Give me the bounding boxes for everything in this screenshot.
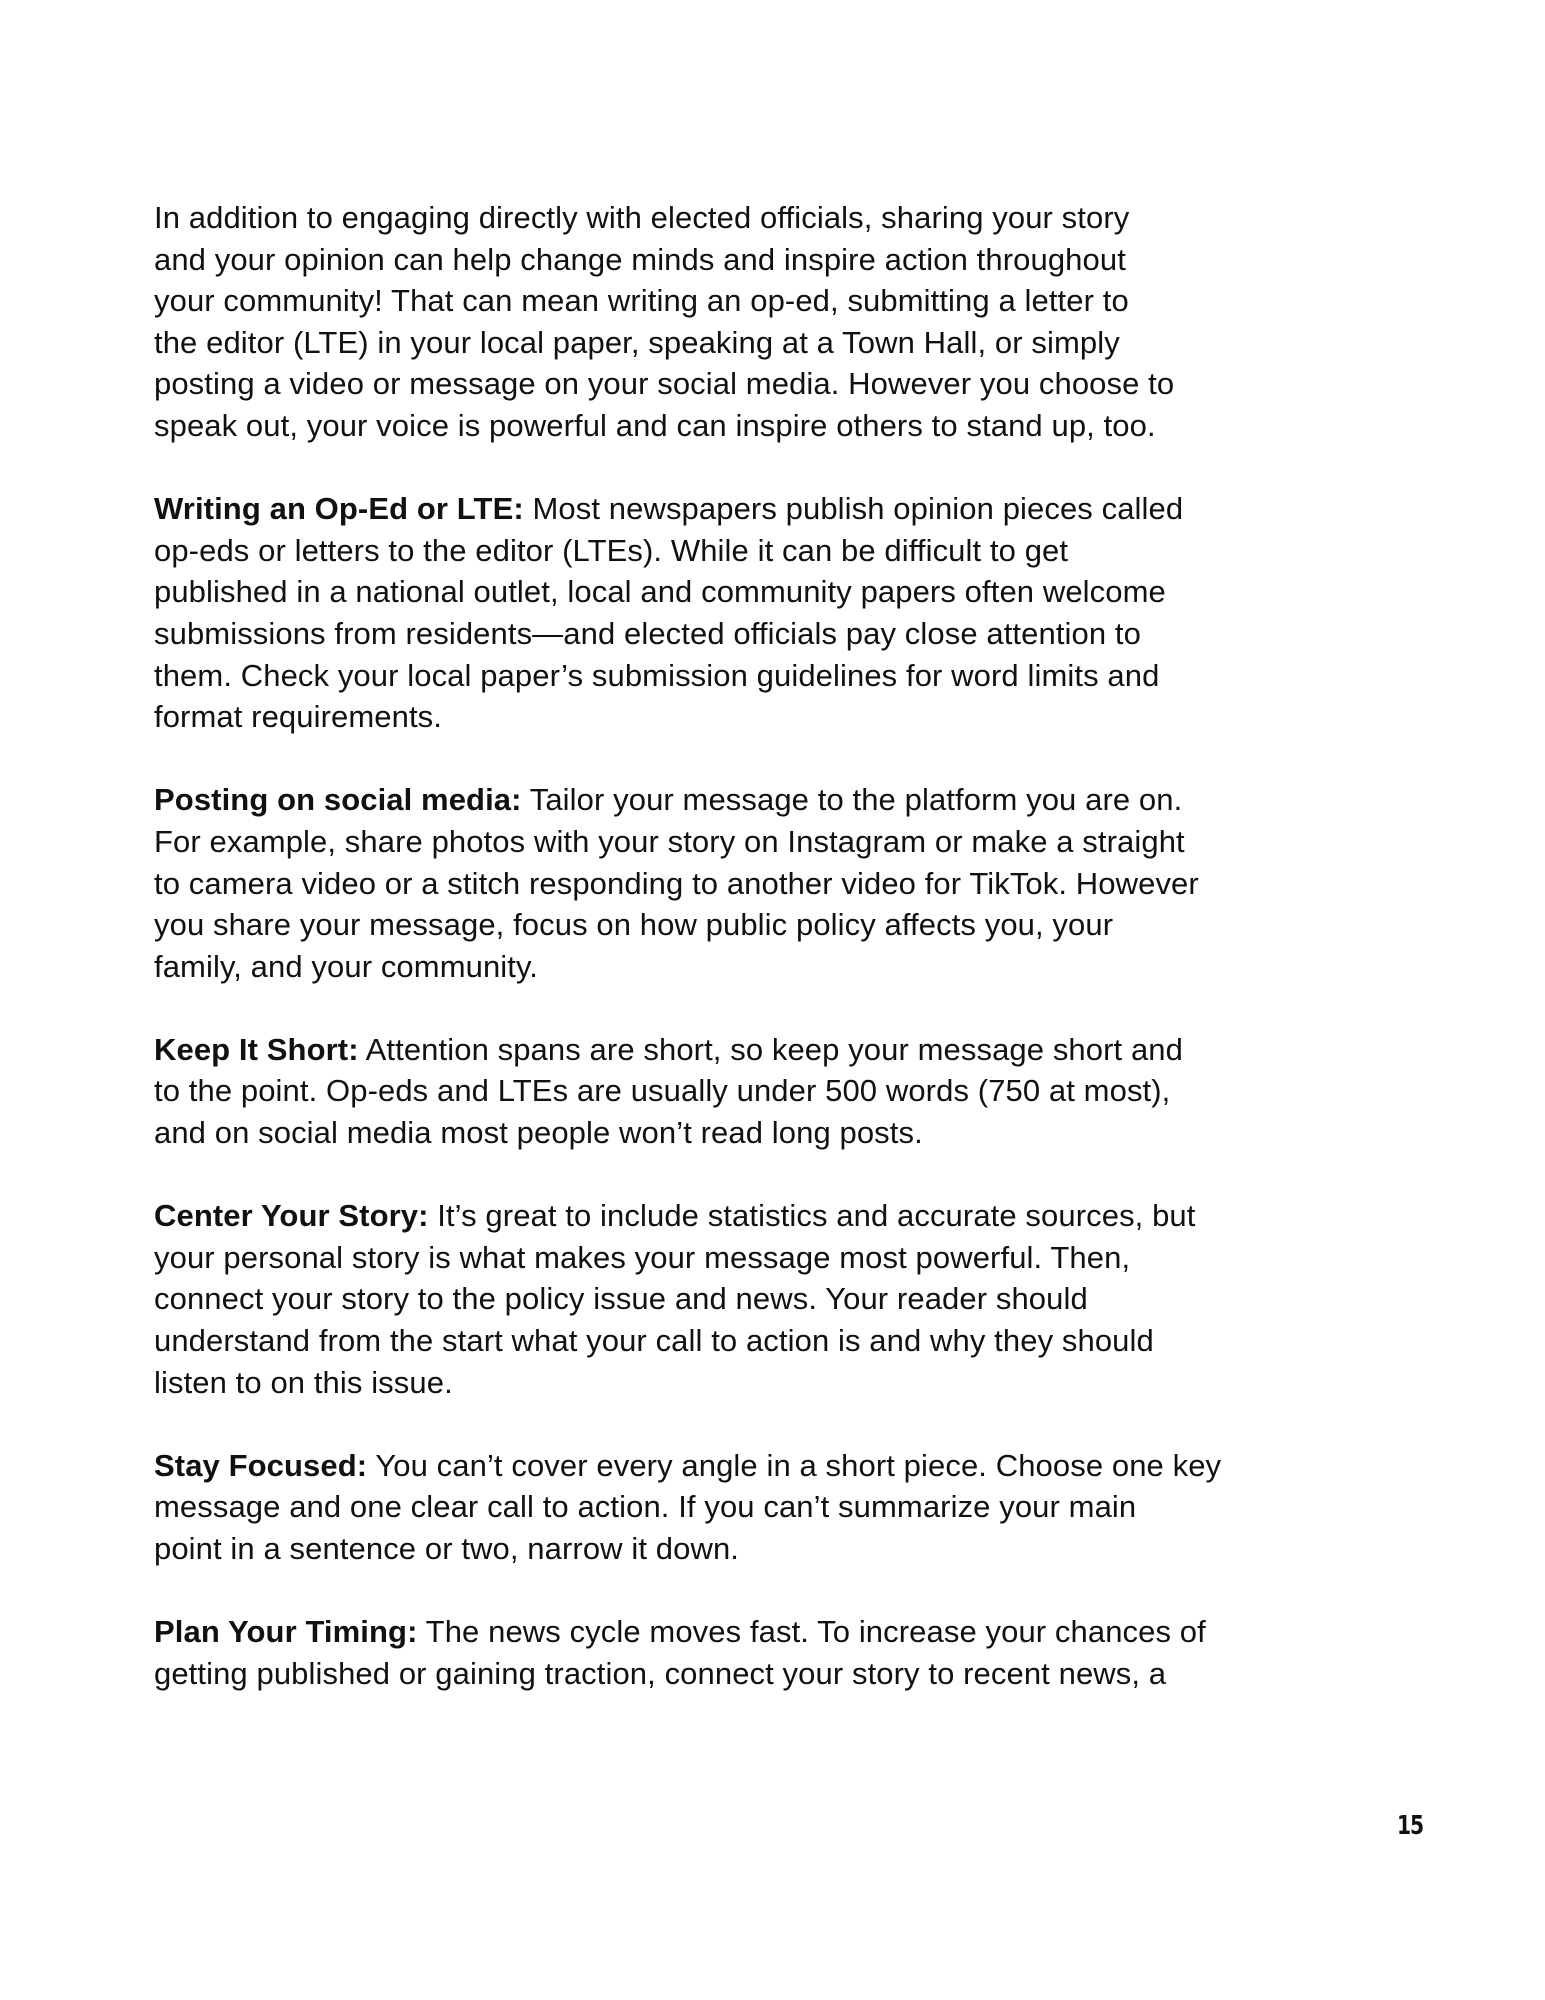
op-ed-paragraph xyxy=(154,488,1304,738)
social-media-heading: Posting on social media: xyxy=(154,782,522,818)
center-your-story-heading: Center Your Story: xyxy=(154,1198,429,1234)
page-number: 15 xyxy=(1397,1811,1423,1841)
paragraph-line: Attention spans are short, so keep your message short and xyxy=(358,1031,1183,1067)
paragraph-line: For example, share photos with your story on Instagram or make a straight xyxy=(154,823,1185,859)
paragraph-gap xyxy=(154,987,1304,1029)
paragraph-line: and on social media most people won’t read long posts. xyxy=(154,1115,923,1151)
paragraph-gap xyxy=(154,738,1304,780)
paragraph-line: them. Check your local paper’s submission guidelines for word limits and xyxy=(154,657,1160,693)
paragraph-line: family, and your community. xyxy=(154,948,539,984)
paragraph-line: getting published or gaining traction, connect your story to recent news, a xyxy=(154,1655,1167,1691)
stay-focused-heading: Stay Focused: xyxy=(154,1447,368,1483)
paragraph-line: message and one clear call to action. If you can’t summarize your main xyxy=(154,1489,1137,1525)
intro-line: your community! That can mean writing an op-ed, submitting a letter to xyxy=(154,283,1129,319)
keep-it-short-paragraph xyxy=(154,1029,1304,1154)
keep-it-short-heading: Keep It Short: xyxy=(154,1031,359,1067)
paragraph-line: The news cycle moves fast. To increase your chances of xyxy=(417,1614,1206,1650)
plan-your-timing-heading: Plan Your Timing: xyxy=(154,1614,418,1650)
center-your-story-paragraph xyxy=(154,1195,1304,1403)
social-media-paragraph xyxy=(154,779,1304,987)
intro-line: and your opinion can help change minds and inspire action throughout xyxy=(154,241,1126,277)
paragraph-line: Most newspapers publish opinion pieces called xyxy=(523,491,1184,527)
paragraph-line: published in a national outlet, local and community papers often welcome xyxy=(154,574,1166,610)
plan-your-timing-paragraph xyxy=(154,1611,1304,1694)
op-ed-heading: Writing an Op-Ed or LTE: xyxy=(154,491,524,527)
intro-line: posting a video or message on your social media. However you choose to xyxy=(154,366,1175,402)
paragraph-line: submissions from residents—and elected officials pay close attention to xyxy=(154,615,1141,651)
paragraph-line: format requirements. xyxy=(154,699,442,735)
paragraph-gap xyxy=(154,447,1304,489)
paragraph-line: your personal story is what makes your message most powerful. Then, xyxy=(154,1239,1131,1275)
paragraph-gap xyxy=(154,1403,1304,1445)
paragraph-gap xyxy=(154,1154,1304,1196)
page-content xyxy=(154,197,1304,1694)
intro-paragraph xyxy=(154,197,1304,447)
paragraph-line: connect your story to the policy issue and news. Your reader should xyxy=(154,1281,1088,1317)
stay-focused-paragraph xyxy=(154,1445,1304,1570)
intro-line: speak out, your voice is powerful and can inspire others to stand up, too. xyxy=(154,407,1156,443)
paragraph-line: Tailor your message to the platform you are on. xyxy=(521,782,1183,818)
paragraph-line: to the point. Op-eds and LTEs are usually under 500 words (750 at most), xyxy=(154,1073,1171,1109)
intro-line: the editor (LTE) in your local paper, speaking at a Town Hall, or simply xyxy=(154,324,1120,360)
paragraph-line: listen to on this issue. xyxy=(154,1364,453,1400)
paragraph-line: It’s great to include statistics and accurate sources, but xyxy=(428,1198,1196,1234)
paragraph-line: op-eds or letters to the editor (LTEs). While it can be difficult to get xyxy=(154,532,1069,568)
intro-line: In addition to engaging directly with elected officials, sharing your story xyxy=(154,200,1130,235)
paragraph-gap xyxy=(154,1570,1304,1612)
paragraph-line: understand from the start what your call to action is and why they should xyxy=(154,1323,1154,1359)
paragraph-line: you share your message, focus on how public policy affects you, your xyxy=(154,907,1114,943)
paragraph-line: You can’t cover every angle in a short piece. Choose one key xyxy=(367,1447,1222,1483)
paragraph-line: to camera video or a stitch responding to another video for TikTok. However xyxy=(154,865,1199,901)
paragraph-line: point in a sentence or two, narrow it down. xyxy=(154,1531,740,1566)
